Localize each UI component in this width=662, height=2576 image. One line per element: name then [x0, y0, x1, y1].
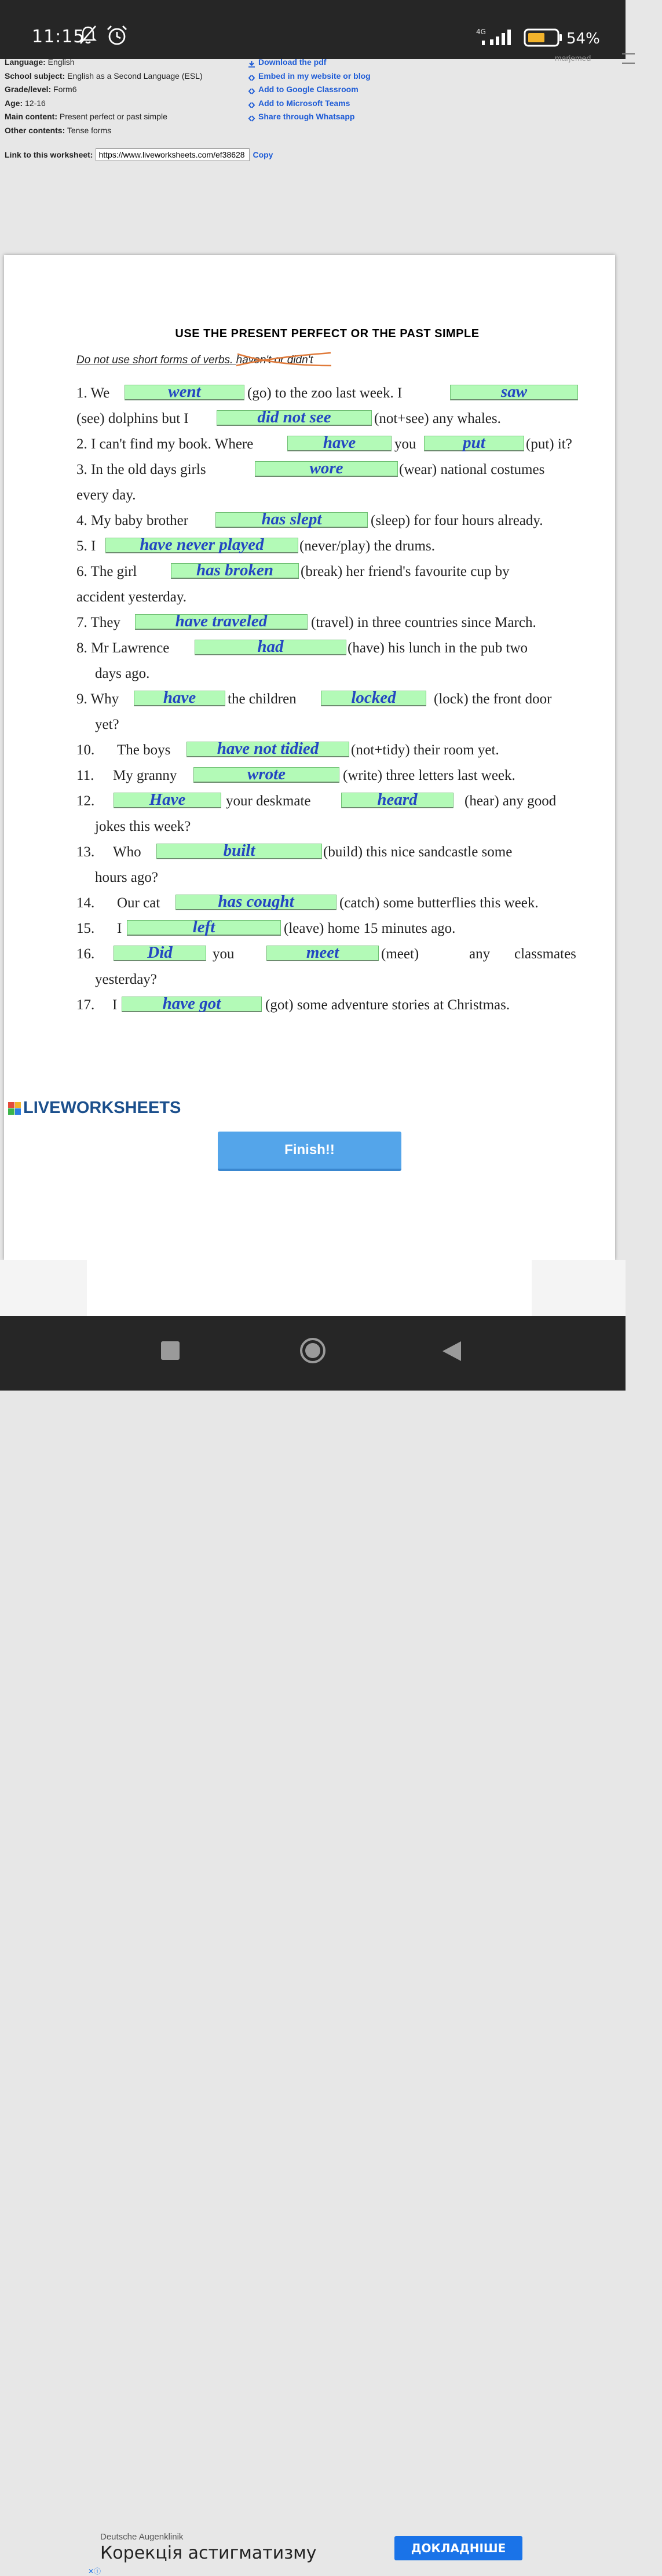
- google-label: Add to Google Classroom: [258, 85, 359, 94]
- line-text: 11.: [76, 768, 94, 783]
- exercise-line-19: [76, 841, 578, 863]
- answer-text: have never played: [140, 535, 264, 554]
- line-text: 7. They: [76, 615, 120, 630]
- answer-box[interactable]: [341, 790, 453, 809]
- line-text: (catch) some butterflies this week.: [339, 895, 539, 911]
- main-content-label: Main content:: [5, 112, 57, 121]
- network-type: 4G: [476, 28, 486, 36]
- main-content-value: Present perfect or past simple: [59, 112, 167, 121]
- line-text: Our cat: [117, 895, 160, 911]
- struck-text: haven't or didn't: [236, 354, 313, 366]
- exercise-line-18: [76, 816, 578, 838]
- answer-box[interactable]: [266, 943, 379, 962]
- line-text: I: [117, 921, 122, 936]
- exercise-line-7: [76, 535, 578, 557]
- line-text: jokes this week?: [95, 819, 191, 834]
- exercise-line-6: [76, 510, 578, 532]
- line-text: (not+tidy) their room yet.: [351, 742, 499, 758]
- answer-box[interactable]: [127, 920, 281, 936]
- line-text: (break) her friend's favourite cup by: [301, 564, 510, 579]
- line-text: 4. My baby brother: [76, 513, 189, 528]
- answer-box[interactable]: [195, 637, 346, 656]
- exercise-line-10: [76, 612, 578, 634]
- exercise-line-5: [76, 484, 578, 506]
- microsoft-teams-link[interactable]: [248, 97, 371, 111]
- answer-text: have: [163, 688, 196, 707]
- line-text: 5. I: [76, 538, 96, 554]
- answer-box[interactable]: [135, 614, 308, 630]
- author-name[interactable]: marjemed: [555, 53, 591, 63]
- exercise-line-9: [76, 586, 578, 608]
- subject-label: School subject:: [5, 71, 65, 81]
- ad-headline[interactable]: Корекція астигматизму: [100, 2543, 317, 2563]
- line-text: Who: [113, 844, 141, 860]
- answer-text: put: [463, 433, 485, 452]
- battery-icon: [524, 28, 563, 50]
- exercise-line-14: [76, 714, 578, 736]
- exercise-line-3: [76, 433, 578, 455]
- line-text: the children: [228, 691, 297, 707]
- navigation-bar: [0, 1316, 626, 1391]
- ad-sponsor: Deutsche Augenklinik: [100, 2532, 184, 2542]
- answer-box[interactable]: [450, 382, 578, 401]
- line-text: (meet): [381, 946, 419, 962]
- answer-box[interactable]: [114, 943, 206, 962]
- line-text: 6. The girl: [76, 564, 137, 579]
- bell-off-icon: [78, 24, 98, 48]
- share-icon: [248, 113, 255, 121]
- answer-box[interactable]: [186, 739, 349, 758]
- line-text: I: [112, 997, 118, 1013]
- back-button[interactable]: [441, 1340, 462, 1365]
- embed-label: Embed in my website or blog: [258, 71, 371, 81]
- line-text: 16.: [76, 946, 95, 962]
- answer-box[interactable]: [321, 688, 426, 707]
- status-bar: [0, 0, 626, 59]
- grade-value: Form6: [53, 85, 77, 94]
- share-icon: [248, 72, 255, 80]
- exercise-line-24: [76, 969, 578, 991]
- finish-button[interactable]: Finish!!: [218, 1132, 401, 1171]
- exercise-line-25: [76, 994, 578, 1016]
- line-text: every day.: [76, 487, 136, 503]
- line-text: (got) some adventure stories at Christmas.: [265, 997, 510, 1013]
- menu-icon[interactable]: [622, 53, 635, 64]
- line-text: The boys: [117, 742, 171, 758]
- embed-link[interactable]: [248, 70, 371, 83]
- exercise-line-15: [76, 739, 578, 761]
- line-text: accident yesterday.: [76, 589, 186, 605]
- home-button[interactable]: [299, 1337, 327, 1367]
- answer-text: meet: [306, 943, 339, 962]
- answer-text: have got: [162, 994, 221, 1013]
- answer-text: did not see: [257, 408, 331, 426]
- line-text: (leave) home 15 minutes ago.: [284, 921, 456, 936]
- age-value: 12-16: [25, 98, 46, 108]
- line-text: 2. I can't find my book. Where: [76, 436, 254, 452]
- worksheet-link-input[interactable]: [96, 148, 250, 161]
- line-text: hours ago?: [95, 870, 158, 885]
- ad-cta-button[interactable]: ДОКЛАДНІШЕ: [394, 2536, 522, 2560]
- line-text: 14.: [76, 895, 95, 911]
- link-label: Link to this worksheet:: [5, 150, 93, 159]
- answer-box[interactable]: [171, 563, 299, 579]
- line-text: 17.: [76, 997, 95, 1013]
- line-text: (have) his lunch in the pub two: [348, 640, 528, 656]
- other-content-label: Other contents:: [5, 125, 65, 135]
- exercise-line-12: [76, 663, 578, 685]
- struck-example: [236, 354, 313, 367]
- exercise-line-23: [76, 943, 578, 965]
- answer-text: Have: [149, 790, 186, 809]
- battery-percent: 54%: [566, 30, 600, 48]
- share-icon: [248, 100, 255, 107]
- line-text: you: [394, 436, 416, 452]
- worksheet-note: [76, 354, 313, 367]
- line-text: you: [213, 946, 235, 962]
- age-label: Age:: [5, 98, 23, 108]
- answer-text: left: [192, 918, 215, 936]
- answer-box[interactable]: [134, 688, 225, 707]
- answer-text: has cought: [218, 892, 294, 911]
- line-text: (sleep) for four hours already.: [371, 513, 543, 528]
- line-text: 1. We: [76, 385, 110, 401]
- line-text: 9. Why: [76, 691, 119, 707]
- ad-close-icon[interactable]: ✕ⓘ: [88, 2567, 101, 2575]
- download-pdf-link[interactable]: [248, 56, 371, 70]
- google-classroom-link[interactable]: [248, 83, 371, 97]
- answer-text: have traveled: [175, 612, 268, 630]
- line-text: (not+see) any whales.: [374, 411, 501, 426]
- answer-box[interactable]: [193, 767, 339, 783]
- download-label: Download the pdf: [258, 57, 327, 67]
- line-text: 8. Mr Lawrence: [76, 640, 170, 656]
- line-text: (never/play) the drums.: [299, 538, 435, 554]
- strike-marks: [235, 351, 334, 370]
- line-text: your deskmate: [226, 793, 311, 809]
- worksheet-info: [5, 56, 203, 137]
- answer-box[interactable]: [217, 410, 372, 426]
- line-text: (hear) any good: [465, 793, 557, 809]
- answer-box[interactable]: [105, 535, 298, 554]
- exercise-line-13: [76, 688, 578, 710]
- ad-content: [0, 1260, 626, 2575]
- exercise-line-17: [76, 790, 578, 812]
- exercise-line-11: [76, 637, 578, 659]
- other-content-value: Tense forms: [67, 125, 112, 135]
- line-text: (travel) in three countries since March.: [311, 615, 536, 630]
- answer-text: heard: [377, 790, 418, 809]
- answer-text: wrote: [247, 765, 286, 783]
- line-text: (write) three letters last week.: [343, 768, 515, 783]
- answer-text: had: [257, 637, 284, 656]
- answer-text: has broken: [196, 561, 273, 579]
- answer-text: locked: [351, 688, 396, 707]
- exercise-line-16: [76, 765, 578, 787]
- line-text: My granny: [113, 768, 177, 783]
- worksheet-link-row: [5, 148, 273, 161]
- answer-text: built: [223, 841, 255, 860]
- line-text: (go) to the zoo last week. I: [247, 385, 403, 401]
- download-icon: [248, 59, 255, 66]
- microsoft-label: Add to Microsoft Teams: [258, 98, 350, 108]
- answer-text: wore: [309, 459, 343, 477]
- exercise-line-21: [76, 892, 578, 914]
- line-text: yesterday?: [95, 972, 157, 987]
- line-text: 10.: [76, 742, 95, 758]
- line-text: (see) dolphins but I: [76, 411, 189, 426]
- exercise-line-22: [76, 918, 578, 940]
- recents-button[interactable]: [160, 1340, 181, 1364]
- share-icon: [248, 86, 255, 93]
- logo-icon: [8, 1102, 21, 1115]
- line-text: classmates: [514, 946, 576, 962]
- line-text: 3. In the old days girls: [76, 462, 206, 477]
- note-text: Do not use short forms of verbs.: [76, 354, 236, 366]
- alarm-icon: [105, 24, 129, 49]
- answer-box[interactable]: [122, 994, 262, 1013]
- exercise-line-8: [76, 561, 578, 583]
- answer-text: saw: [500, 382, 528, 401]
- answer-text: Did: [147, 943, 173, 962]
- line-text: 12.: [76, 793, 95, 809]
- whatsapp-link[interactable]: [248, 110, 371, 124]
- answer-text: have: [323, 433, 356, 452]
- answer-box[interactable]: [125, 382, 244, 401]
- copy-link-button[interactable]: Copy: [253, 150, 273, 159]
- worksheet-title: USE THE PRESENT PERFECT OR THE PAST SIMPLE: [175, 327, 480, 340]
- answer-text: has slept: [261, 510, 322, 528]
- line-text: (lock) the front door: [434, 691, 552, 707]
- line-text: (wear) national costumes: [399, 462, 545, 477]
- answer-box[interactable]: [114, 790, 221, 809]
- grade-label: Grade/level:: [5, 85, 52, 94]
- clock: 11:15: [32, 27, 85, 47]
- line-text: (put) it?: [526, 436, 572, 452]
- line-text: (build) this nice sandcastle some: [323, 844, 513, 860]
- language-label: Language:: [5, 57, 46, 67]
- answer-text: have not tidied: [217, 739, 319, 758]
- exercise-line-4: [76, 459, 578, 481]
- line-text: yet?: [95, 717, 119, 732]
- line-text: days ago.: [95, 666, 150, 681]
- language-value: English: [47, 57, 75, 67]
- line-text: any: [469, 946, 491, 962]
- answer-text: went: [168, 382, 201, 401]
- exercise-line-2: [76, 408, 578, 430]
- worksheet-actions: [248, 56, 371, 124]
- answer-box[interactable]: [215, 512, 368, 528]
- answer-box[interactable]: [175, 892, 337, 911]
- answer-box[interactable]: [156, 841, 322, 860]
- line-text: 13.: [76, 844, 95, 860]
- brand-text: LIVEWORKSHEETS: [23, 1099, 181, 1117]
- answer-box[interactable]: [424, 433, 524, 452]
- whatsapp-label: Share through Whatsapp: [258, 112, 355, 121]
- exercise-line-20: [76, 867, 578, 889]
- line-text: 15.: [76, 921, 95, 936]
- subject-value: English as a Second Language (ESL): [67, 71, 203, 81]
- answer-box[interactable]: [255, 461, 398, 477]
- liveworksheets-logo: [8, 1099, 181, 1118]
- signal-icon: [481, 29, 513, 49]
- answer-box[interactable]: [287, 433, 392, 452]
- exercise-line-1: [76, 382, 578, 404]
